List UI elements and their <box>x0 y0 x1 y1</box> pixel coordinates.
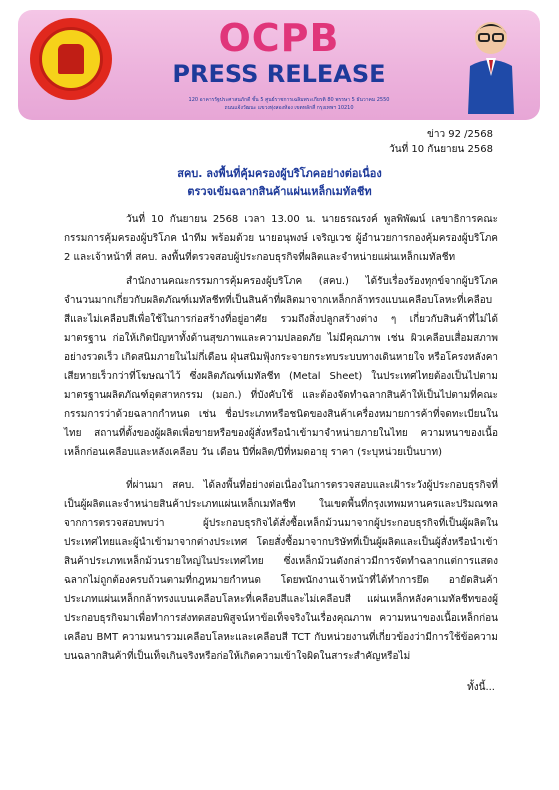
paragraph-1 <box>64 210 498 267</box>
address-block <box>118 96 460 112</box>
paragraph-text: วันที่ 10 กันยายน 2568 เวลา 13.00 น. นายธรณรงค์ พูลพิพัฒน์ เลขาธิการคณะกรรมการคุ้มครองผู้บริโภค นำทีม พร้อมด้วย นายอนุพงษ์ เจริญเวช ผู้อำนวยการกองคุ้มครองผู้บริโภค 2 และเจ้าหน้าที่ สคบ. ลงพื้นที่ตรวจสอบผู้ประกอบธุรกิจที่ผลิตและจำหน่ายแผ่นเหล็กเมทัลชีท <box>64 214 498 263</box>
paragraph-text: ที่ผ่านมา สคบ. ได้ลงพื้นที่อย่างต่อเนื่องในการตรวจสอบและเฝ้าระวังผู้ประกอบธุรกิจที่เป็นผู้ผลิตและจำหน่ายสินค้าประเภทแผ่นเหล็กเมทัลชีท ในเขตพื้นที่กรุงเทพมหานครและปริมณฑล จากการตรวจสอบพบว่า ผู้ประกอบธุรกิจได้สั่งซื้อเหล็กม้วนมาจากผู้ประกอบธุรกิจที่เป็นผู้ผลิตในประเทศไทยและผู้นำเข้ามาจากต่างประเทศ โดยสั่งซื้อมาจากบริษัทที่เป็นผู้ผลิตและเป็นผู้สั่งหรือนำเข้าสินค้าประเภทเหล็กม้วนรายใหญ่ในประเทศไทย ซึ่งเหล็กม้วนดังกล่าวมีการจัดทำฉลากแต่การแสดงฉลากไม่ถูกต้องครบถ้วนตามที่กฎหมายกำหนด โดยพนักงานเจ้าหน้าที่ได้ทำการยึด อายัดสินค้าประเภทแผ่นเหล็กกล้าทรงแบนเคลือบโลหะที่เคลือบสีและไม่เคลือบสี แผ่นเหล็กหลังคาเมทัลชีทของผู้ประกอบธุรกิจมาเพื่อทำการส่งทดสอบพิสูจน์หาข้อเท็จจริงในเรื่องคุณภาพ ความหนาของเนื้อเหล็กก่อนเคลือบ BMT ความหนารวมเคลือบโลหะและเคลือบสี TCT กับหน่วยงานที่เกี่ยวข้องว่ามีการใช้ข้อความบนฉลากสินค้าที่เป็นเท็จเกินจริงหรือก่อให้เกิดความเข้าใจผิดในสาระสำคัญหรือไม่ <box>64 480 498 662</box>
press-release-banner <box>18 10 540 120</box>
document-date: วันที่ 10 กันยายน 2568 <box>389 144 493 155</box>
paragraph-text: สำนักงานคณะกรรมการคุ้มครองผู้บริโภค (สคบ.) ได้รับเรื่องร้องทุกข์จากผู้บริโภคจำนวนมากเกี่ยวกับผลิตภัณฑ์เมทัลชีทที่เป็นสินค้าที่ผลิตมาจากเหล็กกล้าทรงแบนเคลือบโลหะที่เคลือบสีและไม่เคลือบสีเพื่อใช้ในการก่อสร้างที่อยู่อาศัย รวมถึงสิ่งปลูกสร้างต่าง ๆ เกี่ยวกับสินค้าที่ไม่ได้มาตรฐาน ก่อให้เกิดปัญหาทั้งด้านสุขภาพและความปลอดภัย ไม่มีคุณภาพ เช่น ผิวเคลือบเสื่อมสภาพอย่างรวดเร็ว เกิดสนิมภายในไม่กี่เดือน ฝุ่นสนิมฟุ้งกระจายกระทบระบบทางเดินหายใจ หรือโครงหลังคาเสียหายเร็วกว่าที่โฆษณาไว้ ซึ่งผลิตภัณฑ์เมทัลชีท (Metal Sheet) ในประเทศไทยต้องเป็นไปตามมาตรฐานผลิตภัณฑ์อุตสาหกรรม (มอก.) ที่บังคับใช้ และต้องจัดทำฉลากสินค้าให้เป็นไปตามที่คณะกรรมการว่าด้วยฉลากกำหนด เช่น ชื่อประเภทหรือชนิดของสินค้าเครื่องหมายการค้าที่จดทะเบียนในไทย สถานที่ตั้งของผู้ผลิตเพื่อขายหรือของผู้สั่งหรือนำเข้ามาจำหน่ายภายในไทย ความหนาของเนื้อเหล็กก่อนเคลือบและหลังเคลือบ วัน เดือน ปีที่ผลิต/ปีที่หมดอายุ ราคา (ระบุหน่วยเป็นบาท) <box>64 276 498 458</box>
headline-line-1: สคบ. ลงพื้นที่คุ้มครองผู้บริโภคอย่างต่อเนื่อง <box>177 167 382 180</box>
continued-marker: ทั้งนี้... <box>467 682 495 693</box>
paragraph-3 <box>64 476 498 666</box>
headline-line-2: ตรวจเข้มฉลากสินค้าแผ่นเหล็กเมทัลชีท <box>187 185 372 198</box>
address-line-1: 120 อาคารรัฐประศาสนภักดี ชั้น 5 ศูนย์ราชการเฉลิมพระเกียรติ 80 พรรษา 5 ธันวาคม 2550 <box>188 97 390 103</box>
address-line-2: ถนนแจ้งวัฒนะ แขวงทุ่งสองห้อง เขตหลักสี่ กรุงเทพฯ 10210 <box>224 105 354 111</box>
brand-title: OCPB <box>218 16 340 60</box>
mascot-illustration <box>462 16 520 114</box>
document-number: ข่าว 92 /2568 <box>427 129 493 140</box>
press-release-label: PRESS RELEASE <box>172 60 386 88</box>
paragraph-2 <box>64 272 498 462</box>
